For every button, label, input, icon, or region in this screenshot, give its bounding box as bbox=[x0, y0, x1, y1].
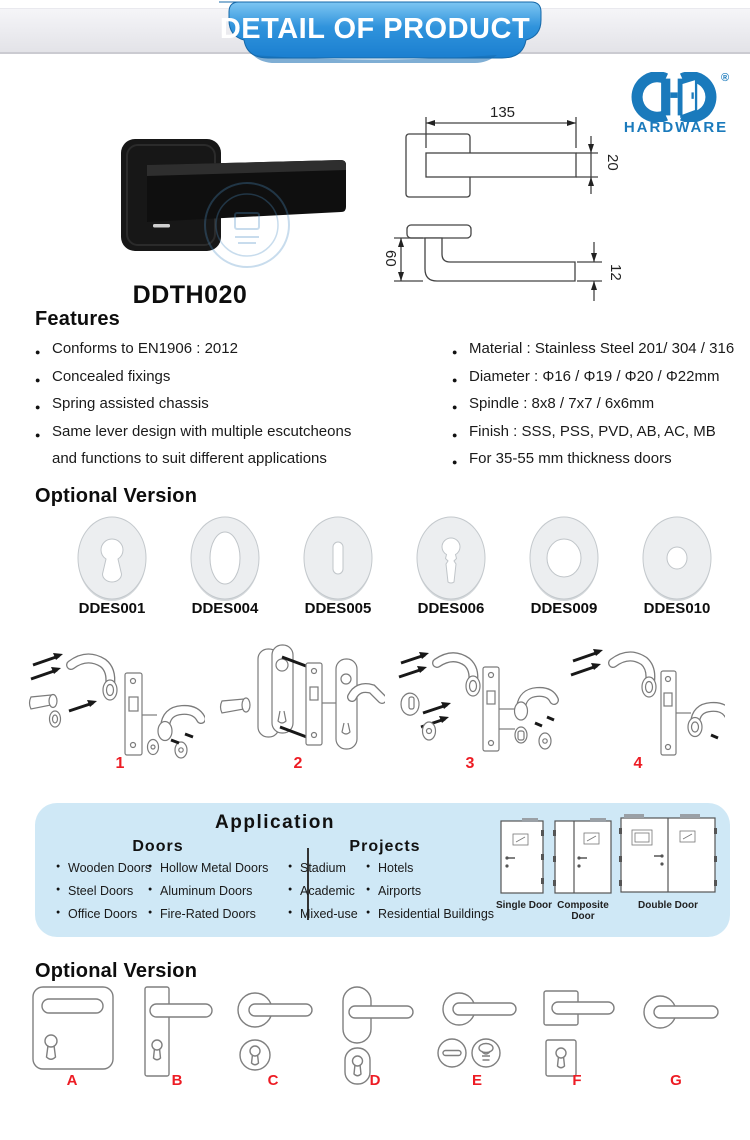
svg-text:60: 60 bbox=[382, 250, 399, 267]
door-type-label: Single Door bbox=[495, 900, 553, 911]
dimension-drawing bbox=[378, 92, 718, 307]
escutcheon-code: DDES004 bbox=[191, 600, 259, 617]
escutcheon-round-small-icon bbox=[639, 514, 715, 606]
feature-item: ● Same lever design with multiple escutcheons bbox=[35, 424, 445, 440]
product-photo-lever-handle bbox=[85, 125, 385, 305]
features-heading: Features bbox=[35, 308, 120, 330]
variant-g-rose-only-icon bbox=[630, 985, 725, 1080]
door-type-item: ● Fire-Rated Doors bbox=[148, 907, 256, 921]
assembly-diagram-1 bbox=[25, 635, 205, 760]
projects-header: Projects bbox=[349, 838, 421, 855]
escutcheon-code: DDES009 bbox=[530, 600, 598, 617]
feature-item: ● Conforms to EN1906 : 2012 bbox=[35, 341, 445, 357]
optional-version-heading-2: Optional Version bbox=[35, 960, 198, 982]
variant-c-rose-escutcheon-icon bbox=[228, 985, 318, 1080]
variant-b-plate-lever-icon bbox=[135, 985, 225, 1080]
escutcheon-code: DDES005 bbox=[304, 600, 372, 617]
door-type-item: ● Hollow Metal Doors bbox=[148, 861, 268, 875]
project-item: ● Residential Buildings bbox=[366, 907, 494, 921]
spec-item: ● For 35-55 mm thickness doors bbox=[452, 451, 750, 467]
escutcheon-euro-profile-icon bbox=[74, 514, 150, 606]
double-door-icon bbox=[618, 810, 718, 896]
spec-item: ● Material : Stainless Steel 201/ 304 / 316 bbox=[452, 341, 750, 357]
spec-item: ● Diameter : Φ16 / Φ19 / Φ20 / Φ22mm bbox=[452, 369, 750, 385]
project-item: ● Academic bbox=[288, 884, 355, 898]
svg-text:20: 20 bbox=[604, 154, 621, 171]
variant-label-f: F bbox=[572, 1072, 582, 1089]
escutcheon-lever-keyhole-icon bbox=[413, 514, 489, 606]
variant-label-c: C bbox=[267, 1072, 279, 1089]
variant-label-g: G bbox=[670, 1072, 682, 1089]
doors-header: Doors bbox=[132, 838, 184, 855]
door-type-item: ● Wooden Doors bbox=[56, 861, 151, 875]
composite-door-icon bbox=[552, 816, 614, 896]
escutcheon-code: DDES006 bbox=[417, 600, 485, 617]
door-type-label: Composite Door bbox=[557, 900, 609, 922]
registered-mark: ® bbox=[721, 72, 730, 84]
logo-wordmark: HARDWARE bbox=[623, 119, 729, 136]
variant-label-e: E bbox=[471, 1072, 482, 1089]
diagram-number-4: 4 bbox=[633, 755, 643, 772]
assembly-diagram-4 bbox=[565, 635, 725, 760]
door-type-item: ● Office Doors bbox=[56, 907, 137, 921]
optional-version-heading-1: Optional Version bbox=[35, 485, 198, 507]
project-item: ● Stadium bbox=[288, 861, 346, 875]
escutcheon-code: DDES001 bbox=[78, 600, 146, 617]
assembly-diagram-3 bbox=[395, 635, 560, 760]
svg-text:135: 135 bbox=[490, 104, 516, 121]
door-type-item: ● Aluminum Doors bbox=[148, 884, 252, 898]
variant-label-a: A bbox=[66, 1072, 78, 1089]
door-type-item: ● Steel Doors bbox=[56, 884, 133, 898]
spec-item: ● Finish : SSS, PSS, PVD, AB, AC, MB bbox=[452, 424, 750, 440]
variant-label-b: B bbox=[171, 1072, 183, 1089]
page-title: DETAIL OF PRODUCT bbox=[219, 13, 531, 45]
project-item: ● Airports bbox=[366, 884, 421, 898]
feature-item: ● Concealed fixings bbox=[35, 369, 445, 385]
diagram-number-2: 2 bbox=[293, 755, 303, 772]
project-item: ● Hotels bbox=[366, 861, 413, 875]
diagram-number-3: 3 bbox=[465, 755, 475, 772]
variant-a-plate-icon bbox=[25, 985, 120, 1075]
feature-item: ● Spring assisted chassis bbox=[35, 396, 445, 412]
specs-list bbox=[452, 341, 750, 479]
spec-item: ● Spindle : 8x8 / 7x7 / 6x6mm bbox=[452, 396, 750, 412]
project-item: ● Mixed-use bbox=[288, 907, 358, 921]
escutcheon-code: DDES010 bbox=[643, 600, 711, 617]
variant-d-capsule-plate-icon bbox=[330, 985, 420, 1085]
feature-item-continuation: and functions to suit different applications bbox=[52, 450, 327, 467]
variant-e-wc-set-icon bbox=[430, 985, 525, 1080]
svg-text:12: 12 bbox=[607, 264, 624, 281]
assembly-diagram-2 bbox=[210, 635, 385, 760]
screws-icon bbox=[571, 649, 603, 675]
escutcheon-slot-icon bbox=[300, 514, 376, 606]
variant-label-d: D bbox=[369, 1072, 381, 1089]
variant-f-square-rose-icon bbox=[532, 985, 622, 1080]
product-model: DDTH020 bbox=[132, 281, 248, 309]
application-title: Application bbox=[215, 812, 335, 833]
escutcheon-oval-icon bbox=[187, 514, 263, 606]
door-type-label: Double Door bbox=[638, 900, 698, 911]
features-list bbox=[35, 341, 445, 479]
escutcheon-round-large-icon bbox=[526, 514, 602, 606]
diagram-number-1: 1 bbox=[115, 755, 125, 772]
single-door-icon bbox=[498, 816, 548, 896]
